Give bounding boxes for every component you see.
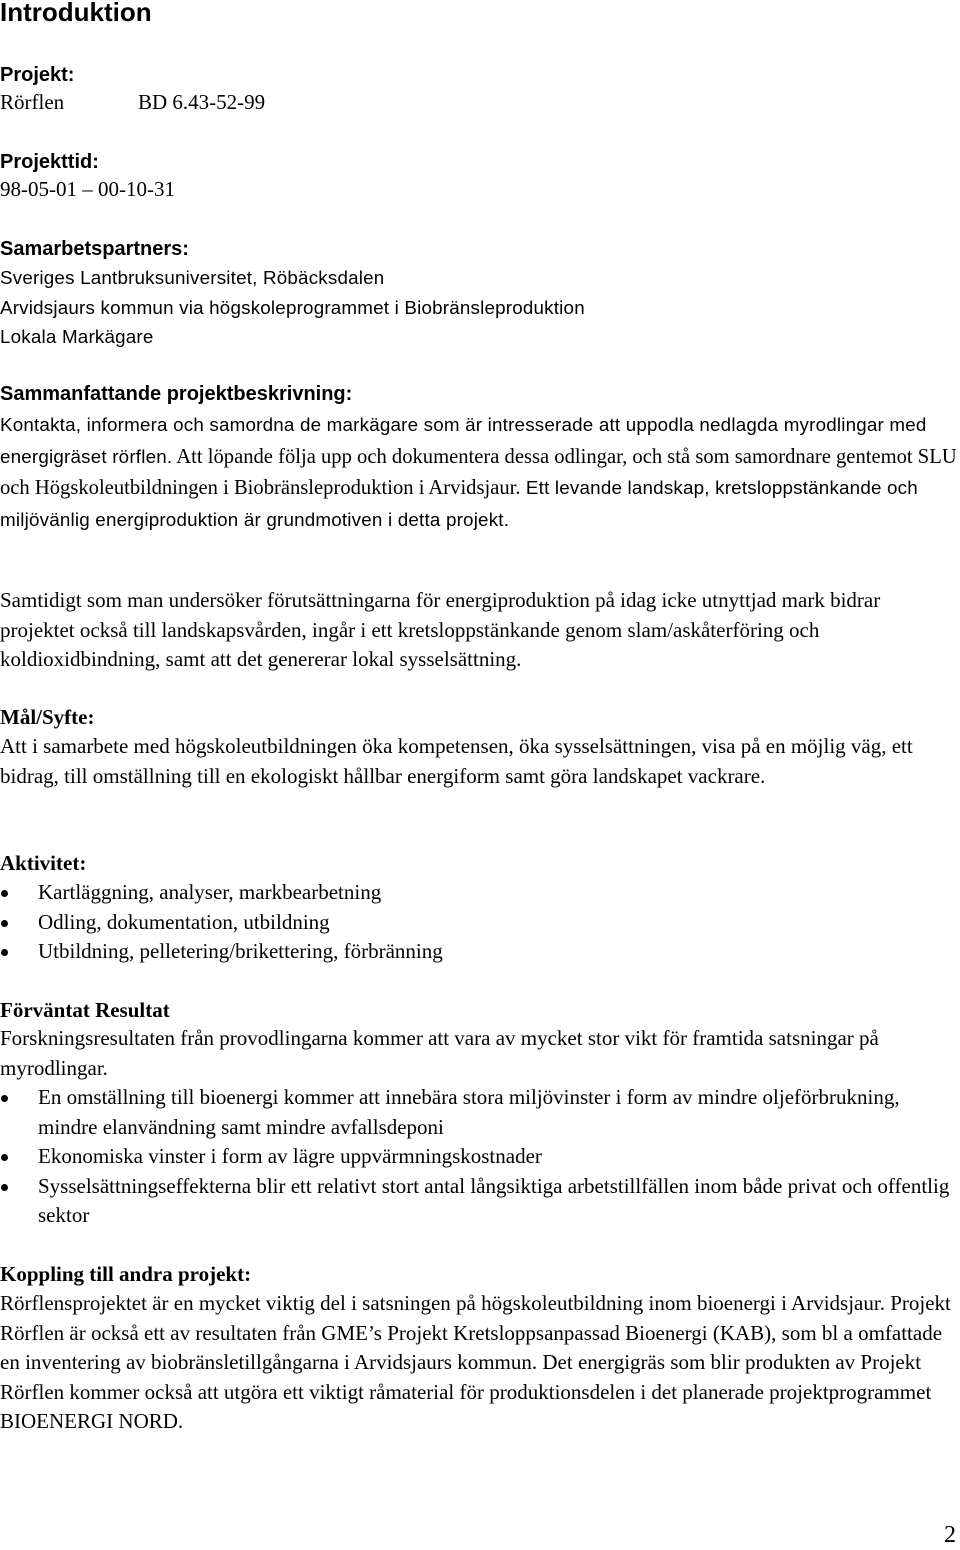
list-item: Ekonomiska vinster i form av lägre uppvärmningskostnader — [0, 1142, 960, 1172]
goal-label: Mål/Syfte: — [0, 705, 95, 729]
bullet-icon — [1, 1154, 8, 1161]
project-row — [0, 88, 960, 118]
project-label: Projekt: — [0, 64, 75, 86]
bullet-icon — [1, 920, 8, 927]
bullet-icon — [1, 890, 8, 897]
list-item: Utbildning, pelletering/brikettering, förbränning — [0, 937, 960, 967]
list-item: En omställning till bioenergi kommer att innebära stora miljövinster i form av mindre oljeförbrukning, mindre elanvändning samt mindre avfallsdeponi — [0, 1083, 960, 1142]
bullet-icon — [1, 949, 8, 956]
bullet-icon — [1, 1184, 8, 1191]
link-label: Koppling till andra projekt: — [0, 1262, 252, 1286]
activity-list — [0, 878, 960, 967]
summary-paragraph-2: Samtidigt som man undersöker förutsättningarna för energiproduktion på idag icke utnyttjad mark bidrar projektet också till landskapsvården, ingår i ett kretsloppstänkande genom slam/askåterföring och koldioxidbindning, samt att det genererar lokal sysselsättning. — [0, 588, 881, 671]
goal-text: Att i samarbete med högskoleutbildningen öka kompetensen, öka sysselsättningen, visa på en möjlig väg, ett bidrag, till omställning till en ekologiskt hållbar energiform samt göra landskapet vackrare. — [0, 734, 913, 788]
expected-list — [0, 1083, 960, 1231]
expected-label: Förväntat Resultat — [0, 998, 170, 1022]
period-value: 98-05-01 – 00-10-31 — [0, 177, 175, 201]
expected-text: Forskningsresultaten från provodlingarna kommer att vara av mycket stor vikt för framtida satsningar på myrodlingar. — [0, 1026, 879, 1080]
list-item: Kartläggning, analyser, markbearbetning — [0, 878, 960, 908]
partners-list — [0, 263, 960, 352]
summary-paragraph — [0, 410, 960, 536]
summary-part2: Att löpande följa upp och dokumentera dessa odlingar, och stå som samordnare gentemot SLU och Högskoleutbildningen i Biobränsleproduktion i Arvidsjaur. — [0, 445, 957, 499]
page-number: 2 — [944, 1522, 956, 1548]
list-item: Sysselsättningseffekterna blir ett relativt stort antal långsiktiga arbetstillfällen inom både privat och offentlig sektor — [0, 1172, 960, 1231]
bullet-icon — [1, 1095, 8, 1102]
partner-item: Sveriges Lantbruksuniversitet, Röbäcksdalen — [0, 267, 385, 288]
summary-part1: Kontakta, informera och samordna de markägare som är intresserade att uppodla nedlagda myrodlingar med energigräset rörflen. — [0, 414, 927, 467]
summary-part3: Ett levande landskap, kretsloppstänkande och miljövänlig energiproduktion är grundmotiven i detta projekt. — [0, 477, 918, 530]
activity-label: Aktivitet: — [0, 851, 87, 875]
list-item: Odling, dokumentation, utbildning — [0, 908, 960, 938]
project-name: Rörflen — [0, 90, 65, 114]
summary-label: Sammanfattande projektbeskrivning: — [0, 383, 353, 405]
partner-item: Arvidsjaurs kommun via högskoleprogrammet i Biobränsleproduktion — [0, 296, 585, 318]
page-title: Introduktion — [0, 0, 152, 27]
partner-item: Lokala Markägare — [0, 326, 154, 347]
project-code: BD 6.43-52-99 — [138, 90, 266, 114]
link-text: Rörflensprojektet är en mycket viktig del i satsningen på högskoleutbildning inom bioenergi i Arvidsjaur. Projekt Rörflen är också ett av resultaten från GME’s Projekt Kretsloppsanpassad Bioenergi (KAB), som bl a omfattade en inventering av biobränsletillgångarna i Arvidsjaurs kommun. Det energigräs som blir produkten av Projekt Rörflen kommer också att utgöra ett viktigt råmaterial för produktionsdelen i det planerade projektprogrammet BIOENERGI NORD. — [0, 1291, 951, 1433]
period-label: Projekttid: — [0, 151, 99, 173]
partners-label: Samarbetspartners: — [0, 238, 189, 260]
